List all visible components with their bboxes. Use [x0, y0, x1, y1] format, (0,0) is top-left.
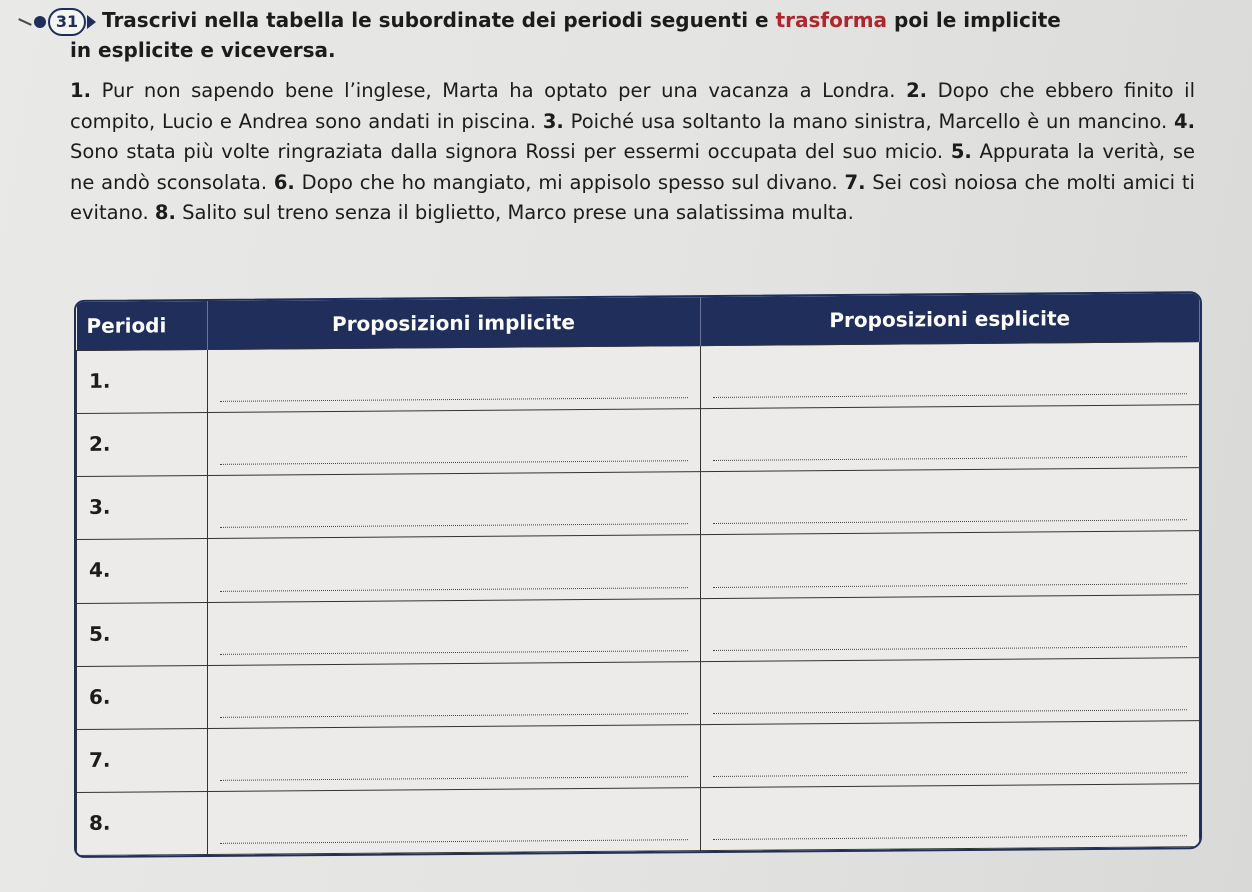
row-number: 5. — [77, 602, 208, 666]
answer-line — [713, 646, 1188, 651]
explicit-answer-cell[interactable] — [700, 594, 1200, 661]
exercise-number: 31 — [48, 8, 86, 36]
sentence-number: 8. — [154, 201, 176, 224]
answer-line — [220, 713, 688, 718]
answer-line — [220, 587, 688, 592]
row-number: 4. — [77, 539, 208, 603]
exercise-instruction — [18, 6, 1198, 64]
sentence-number: 1. — [70, 79, 91, 102]
answer-line — [220, 650, 688, 655]
header-periodi: Periodi — [77, 301, 208, 351]
explicit-answer-cell[interactable] — [700, 657, 1200, 724]
answer-line — [713, 709, 1188, 714]
explicit-answer-cell[interactable] — [700, 342, 1200, 409]
sentence-text: Sei così noiosa che molti amici ti evitano. — [70, 170, 1195, 224]
row-number: 2. — [77, 413, 208, 477]
table-row — [77, 342, 1200, 414]
table-header-row — [77, 293, 1200, 350]
explicit-answer-cell[interactable] — [700, 720, 1200, 787]
table-row — [77, 405, 1200, 477]
answer-line — [713, 772, 1188, 777]
instruction-text-3: poi le implicite — [887, 8, 1061, 32]
marker-dash — [18, 18, 32, 26]
sentence-number: 5. — [950, 140, 972, 163]
row-number: 6. — [77, 665, 208, 729]
implicit-answer-cell[interactable] — [207, 535, 700, 602]
table-row — [77, 784, 1200, 856]
instruction-line-2: in esplicite e viceversa. — [70, 37, 336, 62]
sentence-number: 7. — [844, 170, 866, 194]
sentence-text: Appurata la verità, se ne andò sconsolata. — [70, 140, 1196, 194]
header-esplicite: Proposizioni esplicite — [700, 293, 1200, 345]
answer-line — [713, 583, 1188, 588]
implicit-answer-cell[interactable] — [207, 346, 700, 413]
instruction-text-1: Trascrivi nella tabella le subordinate dei periodi seguenti e — [102, 8, 776, 32]
difficulty-dot-icon — [34, 16, 46, 28]
table-row — [77, 657, 1200, 729]
table-row — [77, 720, 1200, 792]
explicit-answer-cell[interactable] — [700, 405, 1200, 472]
header-implicite: Proposizioni implicite — [207, 297, 700, 349]
answer-line — [713, 835, 1188, 840]
explicit-answer-cell[interactable] — [700, 531, 1200, 598]
sentence-number: 3. — [542, 109, 564, 133]
implicit-answer-cell[interactable] — [207, 661, 700, 728]
implicit-answer-cell[interactable] — [207, 724, 700, 791]
sentence-number: 2. — [906, 79, 928, 102]
sentence-number: 4. — [1174, 109, 1195, 133]
explicit-answer-cell[interactable] — [700, 468, 1200, 535]
sentence-text: Dopo che ebbero finito il compito, Lucio e Andrea sono andati in piscina. — [70, 79, 1195, 133]
explicit-answer-cell[interactable] — [700, 784, 1200, 851]
instruction-highlight: trasforma — [775, 8, 888, 32]
implicit-answer-cell[interactable] — [207, 472, 700, 539]
implicit-answer-cell[interactable] — [207, 409, 700, 476]
row-number: 7. — [77, 728, 208, 792]
answer-line — [220, 524, 688, 529]
answer-table — [74, 291, 1202, 858]
answer-line — [220, 776, 688, 781]
sentences-paragraph — [70, 76, 1195, 229]
implicit-answer-cell[interactable] — [207, 787, 700, 854]
answer-line — [713, 520, 1188, 525]
answer-line — [713, 393, 1188, 398]
answer-line — [220, 397, 688, 402]
answer-line — [220, 839, 688, 844]
sentence-text: Dopo che ho mangiato, mi appisolo spesso sul divano. — [301, 170, 838, 194]
exercise-marker — [18, 8, 96, 36]
answer-line — [220, 460, 688, 465]
row-number: 3. — [77, 476, 208, 540]
table-row — [77, 531, 1200, 603]
row-number: 8. — [77, 791, 208, 855]
answer-line — [713, 457, 1188, 462]
row-number: 1. — [77, 349, 208, 413]
implicit-answer-cell[interactable] — [207, 598, 700, 665]
table-row — [77, 594, 1200, 666]
table-row — [77, 468, 1200, 540]
sentence-text: Pur non sapendo bene l’inglese, Marta ha optato per una vacanza a Londra. — [101, 79, 896, 102]
arrow-icon — [87, 15, 96, 29]
sentence-text: Poiché usa soltanto la mano sinistra, Marcello è un mancino. — [570, 109, 1168, 133]
sentence-number: 6. — [273, 170, 295, 194]
sentence-text: Sono stata più volte ringraziata dalla signora Rossi per essermi occupata del suo micio. — [70, 140, 944, 163]
sentence-text: Salito sul treno senza il biglietto, Marco prese una salatissima multa. — [182, 201, 854, 224]
